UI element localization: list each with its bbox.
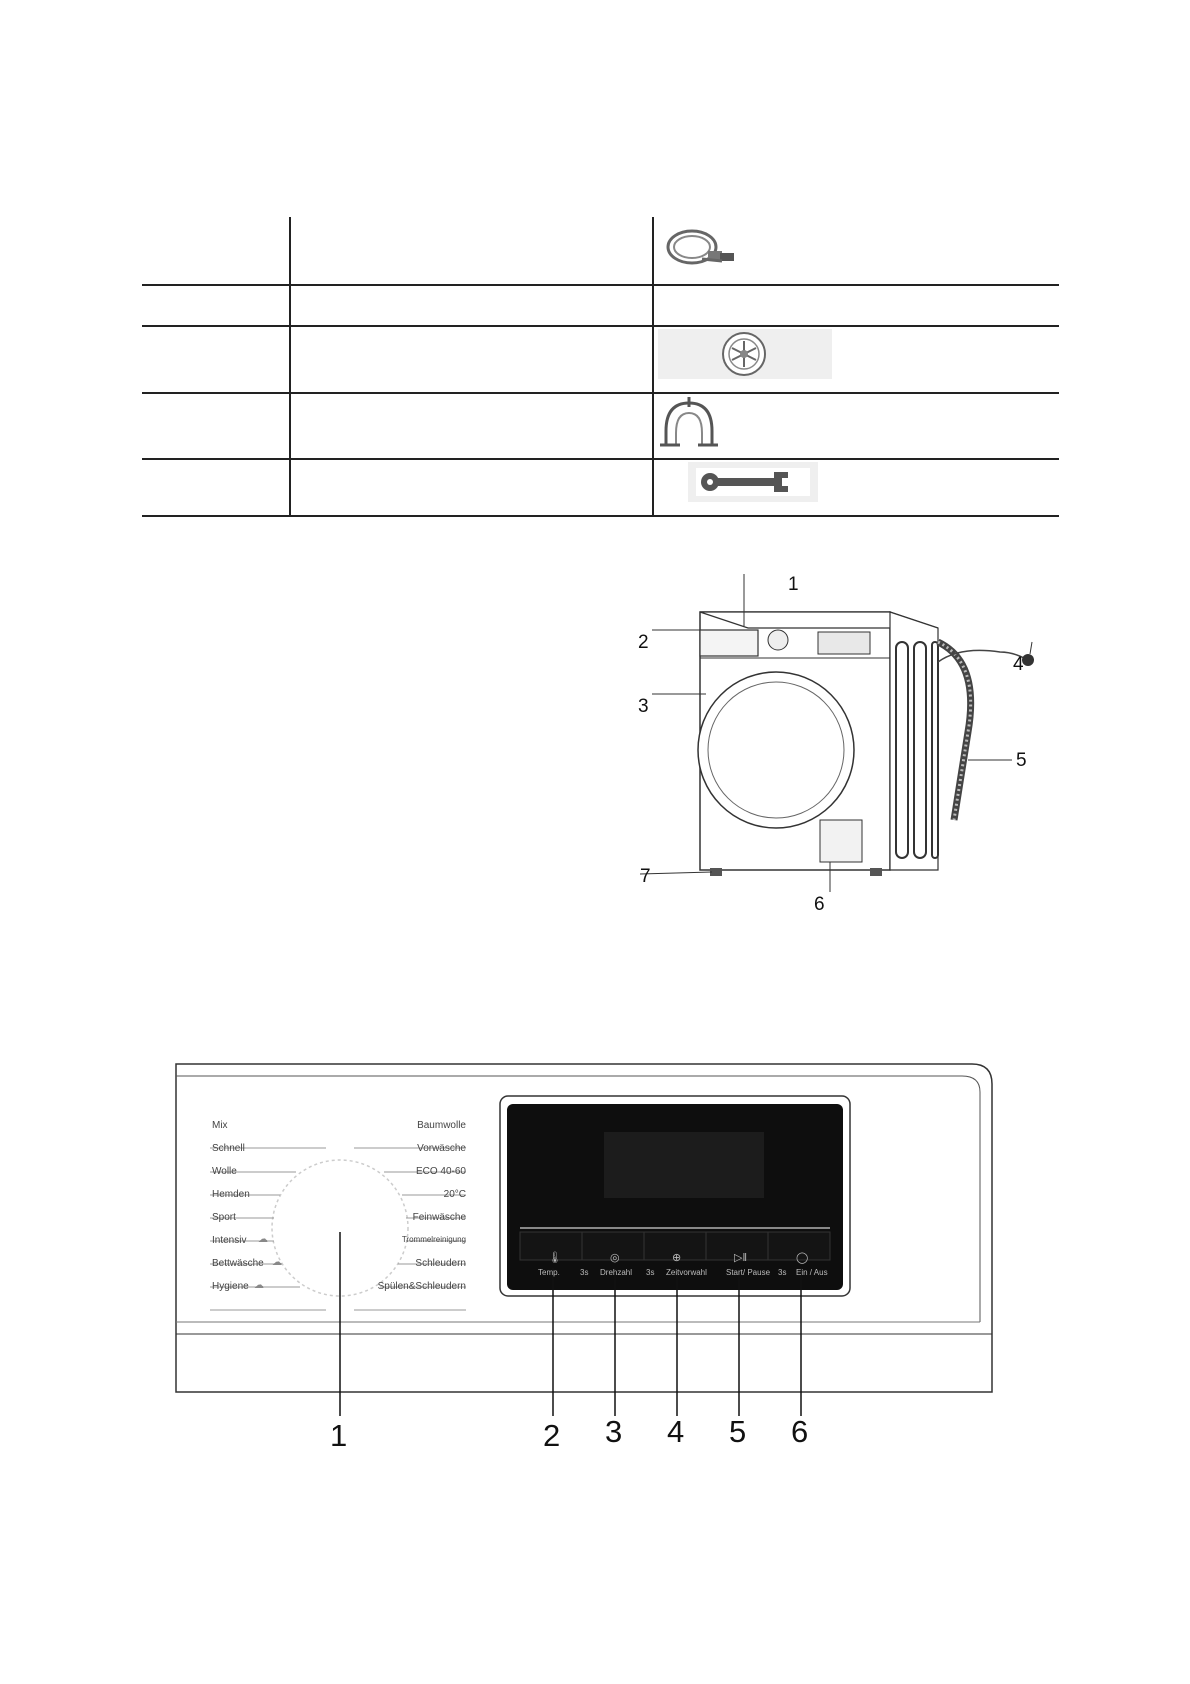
table-rule bbox=[142, 458, 1059, 460]
table-rule bbox=[142, 392, 1059, 394]
button-extra-3s: 3s bbox=[646, 1268, 655, 1277]
program-trommelreinigung: Trommelreinigung bbox=[401, 1235, 466, 1244]
panel-callout-2: 2 bbox=[543, 1418, 561, 1453]
program-hygiene: Hygiene bbox=[212, 1281, 249, 1292]
spin-icon[interactable]: ◎ bbox=[610, 1252, 620, 1264]
hose-bracket-icon bbox=[658, 395, 720, 455]
button-label-temp: Temp. bbox=[538, 1268, 560, 1277]
control-panel-drawing bbox=[170, 1052, 1010, 1462]
panel-callout-6: 6 bbox=[791, 1414, 809, 1449]
panel-callout-5: 5 bbox=[729, 1414, 747, 1449]
program-20c: 20°C bbox=[443, 1189, 466, 1200]
delay-timer-icon[interactable]: ⊕ bbox=[672, 1252, 682, 1264]
machine-callout-1: 1 bbox=[788, 574, 799, 595]
table-divider bbox=[652, 217, 654, 517]
panel-callout-4: 4 bbox=[667, 1414, 685, 1449]
button-label-drehzahl: Drehzahl bbox=[600, 1268, 633, 1277]
transport-bolt-cap-thumb bbox=[658, 329, 832, 379]
spanner-icon bbox=[688, 462, 818, 502]
machine-callout-2: 2 bbox=[638, 632, 649, 653]
machine-callout-7: 7 bbox=[640, 866, 651, 887]
spanner-thumb bbox=[688, 462, 818, 502]
program-baumwolle: Baumwolle bbox=[417, 1120, 466, 1131]
program-vorwaesche: Vorwäsche bbox=[417, 1143, 466, 1154]
program-wolle: Wolle bbox=[212, 1166, 237, 1177]
panel-callout-3: 3 bbox=[605, 1414, 623, 1449]
button-extra-3s: 3s bbox=[580, 1268, 589, 1277]
program-feinwaesche: Feinwäsche bbox=[412, 1212, 466, 1223]
program-spuelen-schleudern: Spülen&Schleudern bbox=[377, 1281, 466, 1292]
accessories-table bbox=[142, 217, 1059, 517]
table-rule bbox=[142, 325, 1059, 327]
steam-icon: ☁ bbox=[272, 1257, 282, 1268]
inlet-hose-icon bbox=[662, 221, 742, 279]
power-icon[interactable]: ◯ bbox=[796, 1252, 809, 1264]
steam-icon: ☁ bbox=[254, 1280, 264, 1291]
table-rule bbox=[142, 515, 1059, 517]
button-label-zeitvorwahl: Zeitvorwahl bbox=[666, 1268, 707, 1277]
program-hemden: Hemden bbox=[212, 1189, 250, 1200]
program-schnell: Schnell bbox=[212, 1143, 245, 1154]
machine-callout-3: 3 bbox=[638, 696, 649, 717]
program-intensiv: Intensiv bbox=[212, 1235, 247, 1246]
program-schleudern: Schleudern bbox=[415, 1258, 466, 1269]
table-divider bbox=[289, 217, 291, 517]
machine-callout-5: 5 bbox=[1016, 750, 1027, 771]
program-sport: Sport bbox=[212, 1212, 236, 1223]
program-mix: Mix bbox=[212, 1120, 228, 1131]
thermometer-icon[interactable]: 🌡 bbox=[548, 1252, 562, 1264]
program-eco: ECO 40-60 bbox=[415, 1166, 466, 1177]
play-pause-icon[interactable]: ▷‖ bbox=[734, 1252, 748, 1264]
panel-callout-1: 1 bbox=[330, 1418, 348, 1453]
button-extra-3s: 3s bbox=[778, 1268, 787, 1277]
program-bettwaesche: Bettwäsche bbox=[212, 1258, 264, 1269]
transport-bolt-cap-icon bbox=[720, 331, 768, 377]
machine-callout-4: 4 bbox=[1013, 654, 1024, 675]
steam-icon: ☁ bbox=[258, 1234, 268, 1245]
button-label-start-pause: Start/ Pause bbox=[726, 1268, 771, 1277]
washing-machine-diagram bbox=[620, 572, 1060, 912]
button-label-ein-aus: Ein / Aus bbox=[796, 1268, 828, 1277]
machine-callout-6: 6 bbox=[814, 894, 825, 915]
table-rule bbox=[142, 284, 1059, 286]
